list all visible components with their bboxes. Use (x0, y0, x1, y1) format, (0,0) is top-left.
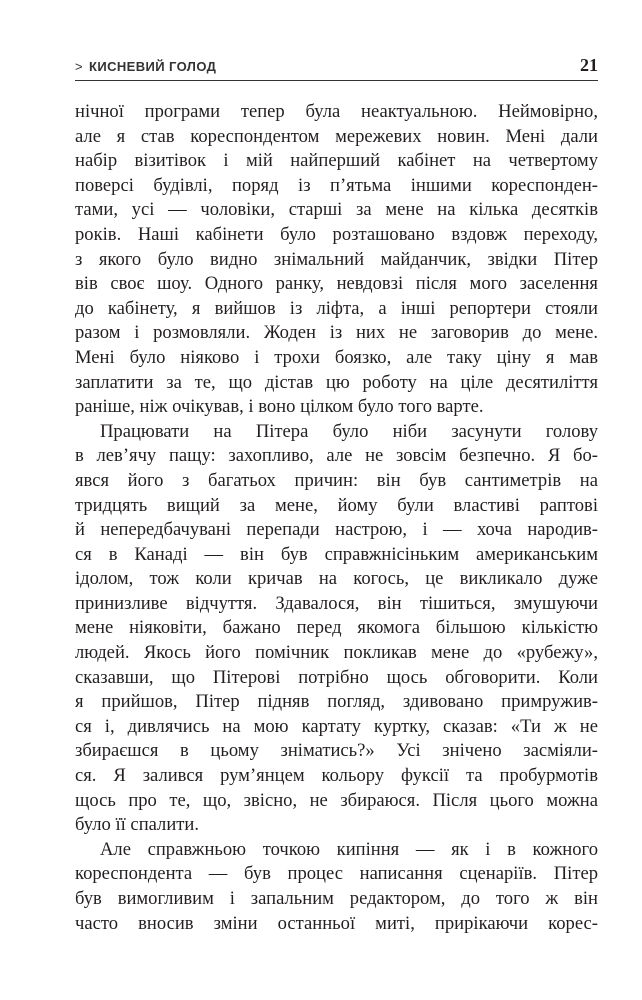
text-line: вів своє шоу. Одного ранку, невдовзі після мого заселення (75, 273, 598, 295)
text-line: раніше, ніж очікував, і воно цілком було того варте. (75, 396, 484, 418)
text-line: заплатити за те, що дістав цю роботу на ціле десятиліття (75, 371, 598, 393)
text-line: кореспондента — був процес написання сценаріїв. Пітер (75, 863, 598, 885)
text-line: Працювати на Пітера було ніби засунути голову (100, 420, 598, 442)
running-title-text: КИСНЕВИЙ ГОЛОД (89, 59, 217, 74)
text-line: тами, усі — чоловіки, старші за мене на кілька десятків (75, 199, 598, 221)
text-line: але я став кореспондентом мережевих новин. Мені дали (75, 125, 598, 147)
text-line: ся. Я залився рум’янцем кольору фуксії та пробурмотів (75, 765, 598, 787)
paragraph (75, 100, 598, 420)
text-line: нічної програми тепер була неактуальною. Неймовірно, (75, 101, 598, 122)
text-line: ідолом, тож коли кричав на когось, це викликало дуже (75, 568, 598, 590)
text-line: явся його з багатьох причин: він був сантиметрів на (75, 469, 598, 491)
body-text (75, 100, 598, 936)
text-line: я прийшов, Пітер підняв погляд, здивовано примружив- (75, 691, 598, 713)
text-line: часто вносив зміни останньої миті, прирікаючи корес- (75, 912, 598, 934)
paragraph (75, 838, 598, 936)
text-line: тридцять вищий за мене, йому були властиві раптові (75, 494, 598, 516)
text-line: до кабінету, я вийшов із ліфта, а інші репортери стояли (75, 297, 598, 319)
text-line: людей. Якось його помічник покликав мене до «рубежу», (75, 642, 598, 664)
running-header (75, 56, 598, 81)
text-line: й непередбачувані перепади настрою, і — хоча народив- (75, 519, 598, 541)
text-line: поверсі будівлі, поряд із п’ятьма іншими кореспонден- (75, 174, 598, 196)
text-line: набір візитівок і мій найперший кабінет на четвертому (75, 150, 598, 172)
text-line: Мені було ніяково і трохи боязко, але таку ціну я мав (75, 346, 598, 368)
text-line: щось про те, що, звісно, не збираюся. Після цього можна (75, 789, 598, 811)
text-line: сказавши, що Пітерові потрібно щось обговорити. Коли (75, 666, 598, 688)
paragraph (75, 420, 598, 838)
text-line: Але справжньою точкою кипіння — як і в кожного (100, 838, 598, 860)
chevron-right-icon: > (75, 59, 83, 74)
text-line: ся і, дивлячись на мою картату куртку, сказав: «Ти ж не (75, 715, 598, 737)
text-line: років. Наші кабінети було розташовано вздовж переходу, (75, 223, 598, 245)
text-line: був вимогливим і запальним редактором, до того ж він (75, 888, 598, 909)
running-title (75, 59, 216, 74)
text-line: в лев’ячу пащу: захопливо, але не зовсім безпечно. Я бо- (75, 445, 598, 467)
text-line: було її спалити. (75, 814, 200, 836)
text-line: принизливе відчуття. Здавалося, він тішиться, змушуючи (75, 592, 598, 614)
text-line: збираєшся в цьому зніматись?» Усі знічено засміяли- (75, 740, 598, 762)
text-line: мене ніяковіти, бажано перед якомога більшою кількістю (75, 617, 598, 639)
text-line: разом і розмовляли. Жоден із них не заговорив до мене. (75, 322, 598, 344)
text-line: з якого було видно знімальний майданчик, звідки Пітер (75, 248, 598, 270)
page-number: 21 (580, 55, 598, 75)
text-line: ся в Канаді — він був справжнісіньким американським (75, 543, 598, 565)
